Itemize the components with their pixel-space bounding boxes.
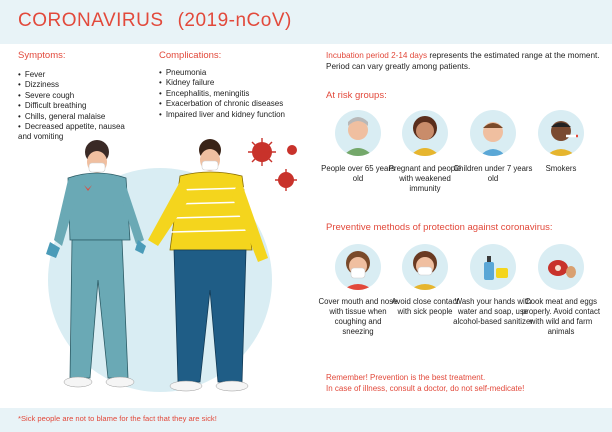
- preventive-label: Avoid close contact with sick people: [391, 297, 459, 316]
- masked-person-icon: [402, 244, 448, 290]
- title-main: CORONAVIRUS: [18, 10, 164, 31]
- complications-list: [159, 68, 285, 120]
- incubation-rest: represents the estimated range at the moment. Period can vary greatly among patients.: [326, 51, 600, 71]
- remember-line: In case of illness, consult a doctor, do not self-medicate!: [326, 384, 525, 393]
- symptom-item: • Difficult breathing: [18, 101, 125, 111]
- child-icon: [470, 110, 516, 156]
- symptoms-list: [18, 70, 125, 132]
- smoker-icon: [538, 110, 584, 156]
- complication-item: • Impaired liver and kidney function: [159, 110, 285, 120]
- preventive-label: Cook meat and eggs properly. Avoid contact with wild and farm animals: [521, 297, 601, 336]
- risk-label: Pregnant and people with weakened immunity: [388, 164, 462, 193]
- complications-heading: Complications:: [159, 50, 222, 61]
- risk-label: Children under 7 years old: [453, 164, 533, 183]
- symptom-item: • Severe cough: [18, 91, 125, 101]
- symptoms-heading: Symptoms:: [18, 50, 66, 61]
- virus-icon: [248, 138, 297, 191]
- risk-label: Smokers: [545, 164, 577, 173]
- remember-note: [326, 372, 524, 394]
- complication-item: • Encephalitis, meningitis: [159, 89, 285, 99]
- title-subtitle: (2019-nCoV): [177, 10, 292, 31]
- risk-label: People over 65 years old: [321, 164, 395, 183]
- footer-note: *Sick people are not to blame for the fact that they are sick!: [18, 414, 217, 423]
- page-title: [18, 10, 292, 32]
- incubation-highlight: Incubation period 2-14 days: [326, 51, 428, 60]
- preventive-label: Wash your hands with water and soap, use alcohol-based sanitizer: [453, 297, 533, 326]
- symptom-item: • Chills, general malaise: [18, 112, 125, 122]
- meat-eggs-icon: [538, 244, 584, 290]
- sneezing-tissue-icon: [335, 244, 381, 290]
- incubation-text: [326, 50, 606, 72]
- sanitizer-icon: [470, 244, 516, 290]
- risk-groups-heading: At risk groups:: [326, 90, 387, 101]
- preventive-label: Cover mouth and nose with tissue when coughing and sneezing: [318, 297, 398, 336]
- complication-item: • Exacerbation of chronic diseases: [159, 99, 285, 109]
- couple-illustration: [20, 130, 300, 408]
- complication-item: • Pneumonia: [159, 68, 285, 78]
- symptom-item: • Fever: [18, 70, 125, 80]
- complication-item: • Kidney failure: [159, 78, 285, 88]
- symptom-item: • Dizziness: [18, 80, 125, 90]
- preventive-heading: Preventive methods of protection against coronavirus:: [326, 222, 553, 233]
- symptom-item: • Decreased appetite, nausea: [18, 122, 125, 132]
- elderly-person-icon: [335, 110, 381, 156]
- remember-line: Remember! Prevention is the best treatment.: [326, 373, 486, 382]
- pregnant-woman-icon: [402, 110, 448, 156]
- symptom-item-continued: and vomiting: [18, 132, 64, 141]
